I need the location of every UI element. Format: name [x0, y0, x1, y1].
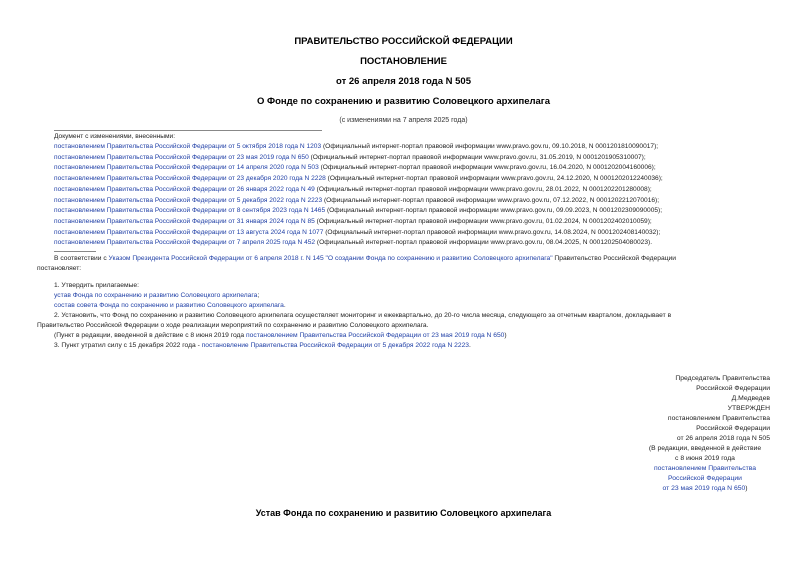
- amendment-item: [54, 206, 774, 217]
- amendment-link[interactable]: постановлением Правительства Российской Федерации от 8 сентября 2023 года N 1465: [54, 207, 326, 215]
- amendment-item: [54, 238, 774, 249]
- item-1-end: .: [283, 302, 286, 309]
- item-1: 1. Утвердить прилагаемые:: [54, 282, 139, 289]
- government-heading: ПРАВИТЕЛЬСТВО РОССИЙСКОЙ ФЕДЕРАЦИИ: [294, 36, 513, 47]
- amendment-item: [54, 196, 774, 207]
- item-2-note-text: (Пункт в редакции, введенной в действие с 8 июня 2019 года: [54, 332, 247, 339]
- item-1-council: [37, 301, 774, 311]
- edition-link-3[interactable]: от 23 мая 2019 года N 650: [662, 485, 746, 492]
- amendments-top-divider: [54, 130, 322, 131]
- item-3-text: 3. Пункт утратил силу с 15 декабря 2022 года -: [54, 342, 202, 349]
- amendment-link[interactable]: постановлением Правительства Российской Федерации от 23 декабря 2020 года N 2228: [54, 175, 326, 183]
- amendments-block: [54, 132, 774, 249]
- amendment-source: (Официальный интернет-портал правовой информации www.pravo.gov.ru, 08.04.2025, N 0001202504080023).: [315, 239, 653, 247]
- amendment-item: [54, 153, 774, 164]
- approved-date: от 26 апреля 2018 года N 505: [676, 435, 770, 442]
- amendment-link[interactable]: постановлением Правительства Российской Федерации от 31 января 2024 года N 85: [54, 217, 315, 225]
- intro-resolves: постановляет:: [37, 265, 82, 272]
- edition-link-line2: [640, 474, 770, 484]
- charter-title: Устав Фонда по сохранению и развитию Соловецкого архипелага: [255, 508, 552, 518]
- amendment-item: [54, 217, 774, 228]
- amendment-item: [54, 174, 774, 185]
- resolution-body: [37, 254, 774, 351]
- amendment-source: (Официальный интернет-портал правовой информации www.pravo.gov.ru, 07.12.2022, N 0001202212070016);: [322, 196, 660, 204]
- amendment-link[interactable]: постановлением Правительства Российской Федерации от 26 января 2022 года N 49: [54, 185, 315, 193]
- approved-by-line2: Российской Федерации: [696, 425, 770, 432]
- amendment-source: (Официальный интернет-портал правовой информации www.pravo.gov.ru, 09.09.2023, N 0001202309090005);: [325, 207, 663, 215]
- signatory-name: Д.Медведев: [731, 395, 770, 402]
- amendment-item: [54, 228, 774, 239]
- item-3: [37, 341, 774, 351]
- item-2-line2: Правительство Российской Федерации о ходе реализации мероприятий по сохранению и развитию Соловецкого архипелага.: [37, 322, 429, 329]
- amendments-bottom-divider: [54, 251, 96, 252]
- doc-date-number: от 26 апреля 2018 года N 505: [336, 76, 471, 87]
- amendment-link[interactable]: постановлением Правительства Российской Федерации от 5 октября 2018 года N 1203: [54, 143, 322, 150]
- signatory-title: Председатель Правительства: [675, 375, 770, 382]
- item-2-note-end: ): [504, 332, 507, 339]
- amendment-link[interactable]: постановлением Правительства Российской Федерации от 5 декабря 2022 года N 2223: [54, 196, 323, 204]
- amendment-item: [54, 163, 774, 174]
- item-2-line1: 2. Установить, что Фонд по сохранению и развитию Соловецкого архипелага осуществляет мониторинг и ежеквартально, до 20-го числа месяца, следующего за отчетным кварталом, докладывает в: [54, 312, 672, 319]
- amendment-item: [54, 142, 774, 153]
- doc-type-heading: ПОСТАНОВЛЕНИЕ: [360, 56, 447, 67]
- amendment-source: (Официальный интернет-портал правовой информации www.pravo.gov.ru, 14.08.2024, N 0001202408140032);: [323, 228, 661, 236]
- edition-line1: (В редакции, введенной в действие: [648, 445, 762, 452]
- signatory-org: Российской Федерации: [696, 385, 770, 392]
- amendment-link[interactable]: постановлением Правительства Российской Федерации от 7 апреля 2025 года N 452: [54, 239, 316, 247]
- amendment-source: (Официальный интернет-портал правовой информации www.pravo.gov.ru, 28.01.2022, N 0001202201280008);: [314, 185, 652, 193]
- amendment-item: [54, 185, 774, 196]
- item-3-end: .: [469, 342, 471, 349]
- item-2-note: [37, 331, 774, 341]
- edition-link-1[interactable]: постановлением Правительства: [653, 465, 757, 472]
- amendment-source: (Официальный интернет-портал правовой информации www.pravo.gov.ru, 31.05.2019, N 0001201905310007);: [308, 153, 646, 161]
- item-3-link[interactable]: постановление Правительства Российской Федерации от 5 декабря 2022 года N 2223: [201, 342, 470, 349]
- amendment-source: (Официальный интернет-портал правовой информации www.pravo.gov.ru, 01.02.2024, N 0001202402010059);: [314, 217, 652, 225]
- intro-text: В соответствии с: [54, 255, 109, 262]
- edition-end: ): [745, 485, 748, 492]
- amendments-heading: Документ с изменениями, внесенными:: [54, 133, 176, 140]
- item-2-note-link[interactable]: постановлением Правительства Российской Федерации от 23 мая 2019 года N 650: [246, 332, 505, 339]
- amendment-link[interactable]: постановлением Правительства Российской Федерации от 14 апреля 2020 года N 503: [54, 164, 319, 172]
- signature-block: [620, 374, 770, 494]
- edition-link-line3: [640, 484, 770, 494]
- edition-line2: с 8 июня 2019 года: [675, 455, 735, 462]
- approved-stamp: УТВЕРЖДЕН: [727, 405, 770, 412]
- approved-by-line1: постановлением Правительства: [667, 415, 770, 422]
- amendment-link[interactable]: постановлением Правительства Российской Федерации от 23 мая 2019 года N 650: [54, 153, 309, 161]
- amendment-link[interactable]: постановлением Правительства Российской Федерации от 13 августа 2024 года N 1077: [54, 228, 324, 236]
- item-1-charter: [37, 291, 774, 301]
- amendment-source: (Официальный интернет-портал правовой информации www.pravo.gov.ru, 09.10.2018, N 0001201810090017);: [321, 143, 659, 150]
- item-1-separator: ;: [257, 292, 260, 299]
- amendment-source: (Официальный интернет-портал правовой информации www.pravo.gov.ru, 16.04.2020, N 0001202004160006);: [318, 164, 656, 172]
- intro-paragraph: [37, 254, 774, 264]
- edition-link-2[interactable]: Российской Федерации: [668, 475, 742, 482]
- council-composition-link[interactable]: состав совета Фонда по сохранению и развитию Соловецкого архипелага: [54, 302, 284, 309]
- presidential-decree-link[interactable]: Указом Президента Российской Федерации от 6 апреля 2018 г. N 145 "О создании Фонда по сохранению и развитию Соловецкого архипелага": [108, 255, 553, 262]
- revision-note: (с изменениями на 7 апреля 2025 года): [339, 117, 468, 124]
- intro-text-end: Правительство Российской Федерации: [552, 255, 677, 262]
- charter-link[interactable]: устав Фонда по сохранению и развитию Соловецкого архипелага: [54, 292, 258, 299]
- edition-link-line1: [640, 464, 770, 474]
- amendments-list: [54, 142, 774, 249]
- doc-subject-title: О Фонде по сохранению и развитию Соловецкого архипелага: [256, 96, 551, 107]
- amendment-source: (Официальный интернет-портал правовой информации www.pravo.gov.ru, 24.12.2020, N 0001202012240036);: [325, 175, 663, 183]
